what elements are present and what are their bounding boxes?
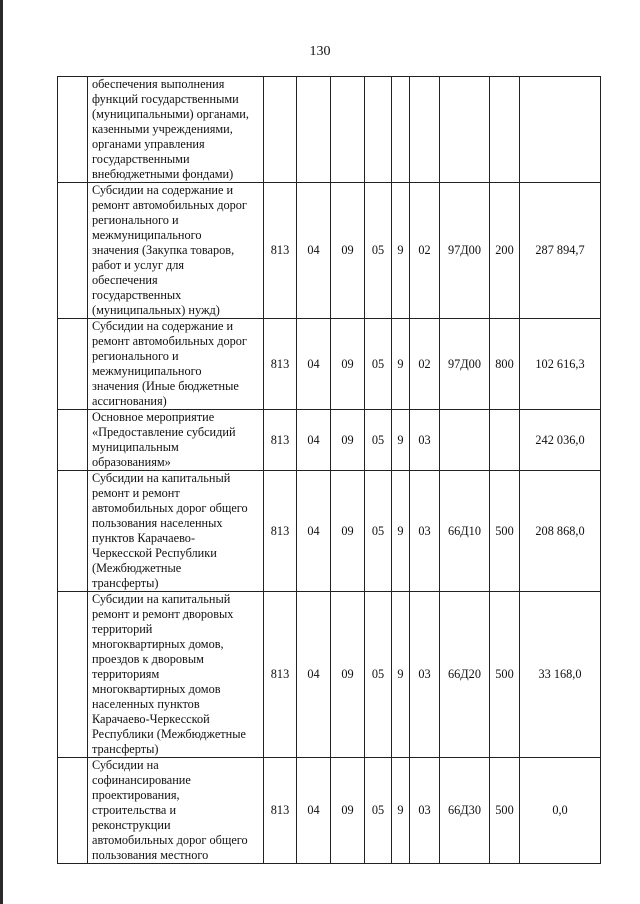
target-article-direction-cell: 66Д30 — [440, 758, 490, 864]
expense-name-line: внебюджетными фондами) — [92, 167, 234, 181]
section-cell: 04 — [297, 319, 331, 410]
expense-type-cell: 200 — [490, 183, 520, 319]
subsection-cell: 09 — [331, 183, 365, 319]
subsection-cell: 09 — [331, 592, 365, 758]
target-article-program-cell: 05 — [365, 410, 392, 471]
expense-name-line: органами управления — [92, 137, 205, 151]
target-article-subprogram-cell: 9 — [392, 471, 410, 592]
expense-name-line: автомобильных дорог общего — [92, 501, 248, 515]
expense-name-line: автомобильных дорог общего — [92, 833, 248, 847]
expense-name-cell — [88, 77, 264, 183]
grbs-cell: 813 — [264, 592, 297, 758]
expense-name-line: (муниципальными) органами, — [92, 107, 249, 121]
row-number-cell — [58, 77, 88, 183]
expense-name-line: строительства и — [92, 803, 177, 817]
amount-cell: 102 616,3 — [520, 319, 601, 410]
budget-table — [57, 76, 601, 864]
expense-name-line: ремонт и ремонт — [92, 486, 180, 500]
target-article-event-cell: 03 — [410, 410, 440, 471]
grbs-cell: 813 — [264, 410, 297, 471]
expense-name-cell — [88, 758, 264, 864]
target-article-direction-cell: 66Д10 — [440, 471, 490, 592]
expense-name-line: проездов к дворовым — [92, 652, 204, 666]
expense-name-line: межмуниципального — [92, 228, 202, 242]
subsection-cell: 09 — [331, 410, 365, 471]
target-article-subprogram-cell: 9 — [392, 758, 410, 864]
expense-type-cell: 500 — [490, 758, 520, 864]
expense-name-line: территориям — [92, 667, 160, 681]
target-article-direction-cell — [440, 77, 490, 183]
expense-name-line: Республики (Межбюджетные — [92, 727, 246, 741]
expense-name-line: значения (Закупка товаров, — [92, 243, 235, 257]
expense-name-cell — [88, 471, 264, 592]
target-article-subprogram-cell: 9 — [392, 319, 410, 410]
amount-cell: 208 868,0 — [520, 471, 601, 592]
target-article-program-cell — [365, 77, 392, 183]
row-number-cell — [58, 592, 88, 758]
expense-name-line: (Межбюджетные — [92, 561, 182, 575]
section-cell — [297, 77, 331, 183]
target-article-event-cell: 03 — [410, 471, 440, 592]
expense-name-cell — [88, 410, 264, 471]
expense-name-line: «Предоставление субсидий — [92, 425, 236, 439]
grbs-cell: 813 — [264, 319, 297, 410]
expense-name-line: трансферты) — [92, 576, 159, 590]
expense-name-line: регионального и — [92, 349, 179, 363]
expense-name-line: ремонт и ремонт дворовых — [92, 607, 234, 621]
section-cell: 04 — [297, 183, 331, 319]
target-article-direction-cell: 97Д00 — [440, 319, 490, 410]
table-row — [58, 758, 601, 864]
expense-type-cell — [490, 77, 520, 183]
table-row — [58, 319, 601, 410]
expense-name-line: Субсидии на — [92, 758, 159, 772]
subsection-cell: 09 — [331, 471, 365, 592]
table-row — [58, 183, 601, 319]
table-row — [58, 77, 601, 183]
grbs-cell: 813 — [264, 471, 297, 592]
expense-name-line: трансферты) — [92, 742, 159, 756]
table-row — [58, 410, 601, 471]
grbs-cell: 813 — [264, 758, 297, 864]
expense-name-line: казенными учреждениями, — [92, 122, 233, 136]
expense-name-line: ремонт автомобильных дорог — [92, 198, 247, 212]
expense-name-line: муниципальным — [92, 440, 179, 454]
expense-name-line: обеспечения — [92, 273, 158, 287]
expense-name-line: Субсидии на содержание и — [92, 183, 234, 197]
row-number-cell — [58, 471, 88, 592]
target-article-direction-cell: 97Д00 — [440, 183, 490, 319]
expense-name-line: пунктов Карачаево- — [92, 531, 196, 545]
expense-name-cell — [88, 183, 264, 319]
target-article-program-cell: 05 — [365, 758, 392, 864]
row-number-cell — [58, 183, 88, 319]
expense-name-line: территорий — [92, 622, 153, 636]
table-row — [58, 592, 601, 758]
expense-name-line: ремонт автомобильных дорог — [92, 334, 247, 348]
expense-name-line: государственных — [92, 288, 182, 302]
page-number: 130 — [309, 44, 331, 59]
expense-name-line: пользования населенных — [92, 516, 223, 530]
expense-name-line: регионального и — [92, 213, 179, 227]
subsection-cell: 09 — [331, 758, 365, 864]
expense-name-line: софинансирование — [92, 773, 191, 787]
target-article-subprogram-cell — [392, 77, 410, 183]
amount-cell: 242 036,0 — [520, 410, 601, 471]
amount-cell: 287 894,7 — [520, 183, 601, 319]
target-article-program-cell: 05 — [365, 319, 392, 410]
grbs-cell: 813 — [264, 183, 297, 319]
expense-name-line: многоквартирных домов — [92, 682, 221, 696]
section-cell: 04 — [297, 471, 331, 592]
expense-name-line: Черкесской Республики — [92, 546, 217, 560]
target-article-event-cell — [410, 77, 440, 183]
expense-name-line: (муниципальных) нужд) — [92, 303, 220, 317]
expense-name-line: пользования местного — [92, 848, 209, 862]
expense-name-line: Субсидии на капитальный — [92, 592, 231, 606]
expense-name-cell — [88, 319, 264, 410]
expense-type-cell: 800 — [490, 319, 520, 410]
grbs-cell — [264, 77, 297, 183]
expense-name-line: многоквартирных домов, — [92, 637, 224, 651]
row-number-cell — [58, 758, 88, 864]
target-article-direction-cell: 66Д20 — [440, 592, 490, 758]
subsection-cell: 09 — [331, 319, 365, 410]
expense-name-line: работ и услуг для — [92, 258, 185, 272]
amount-cell: 33 168,0 — [520, 592, 601, 758]
expense-name-line: ассигнования) — [92, 394, 167, 408]
subsection-cell — [331, 77, 365, 183]
target-article-event-cell: 03 — [410, 592, 440, 758]
expense-name-line: государственными — [92, 152, 190, 166]
section-cell: 04 — [297, 758, 331, 864]
target-article-subprogram-cell: 9 — [392, 183, 410, 319]
expense-name-line: значения (Иные бюджетные — [92, 379, 239, 393]
expense-name-line: Основное мероприятие — [92, 410, 215, 424]
expense-name-line: образованиям» — [92, 455, 171, 469]
expense-name-line: функций государственными — [92, 92, 239, 106]
table-row — [58, 471, 601, 592]
expense-name-line: межмуниципального — [92, 364, 202, 378]
expense-name-line: Субсидии на содержание и — [92, 319, 234, 333]
row-number-cell — [58, 410, 88, 471]
section-cell: 04 — [297, 410, 331, 471]
scan-edge — [0, 0, 3, 904]
expense-type-cell: 500 — [490, 592, 520, 758]
row-number-cell — [58, 319, 88, 410]
target-article-direction-cell — [440, 410, 490, 471]
amount-cell: 0,0 — [520, 758, 601, 864]
target-article-event-cell: 02 — [410, 319, 440, 410]
expense-name-line: реконструкции — [92, 818, 171, 832]
section-cell: 04 — [297, 592, 331, 758]
expense-type-cell — [490, 410, 520, 471]
target-article-event-cell: 02 — [410, 183, 440, 319]
target-article-subprogram-cell: 9 — [392, 410, 410, 471]
expense-name-line: населенных пунктов — [92, 697, 200, 711]
expense-name-line: обеспечения выполнения — [92, 77, 225, 91]
expense-name-line: Субсидии на капитальный — [92, 471, 231, 485]
target-article-event-cell: 03 — [410, 758, 440, 864]
table-body — [58, 77, 601, 864]
expense-name-line: проектирования, — [92, 788, 180, 802]
expense-type-cell: 500 — [490, 471, 520, 592]
expense-name-line: Карачаево-Черкесской — [92, 712, 210, 726]
target-article-subprogram-cell: 9 — [392, 592, 410, 758]
expense-name-cell — [88, 592, 264, 758]
target-article-program-cell: 05 — [365, 471, 392, 592]
amount-cell — [520, 77, 601, 183]
target-article-program-cell: 05 — [365, 592, 392, 758]
target-article-program-cell: 05 — [365, 183, 392, 319]
